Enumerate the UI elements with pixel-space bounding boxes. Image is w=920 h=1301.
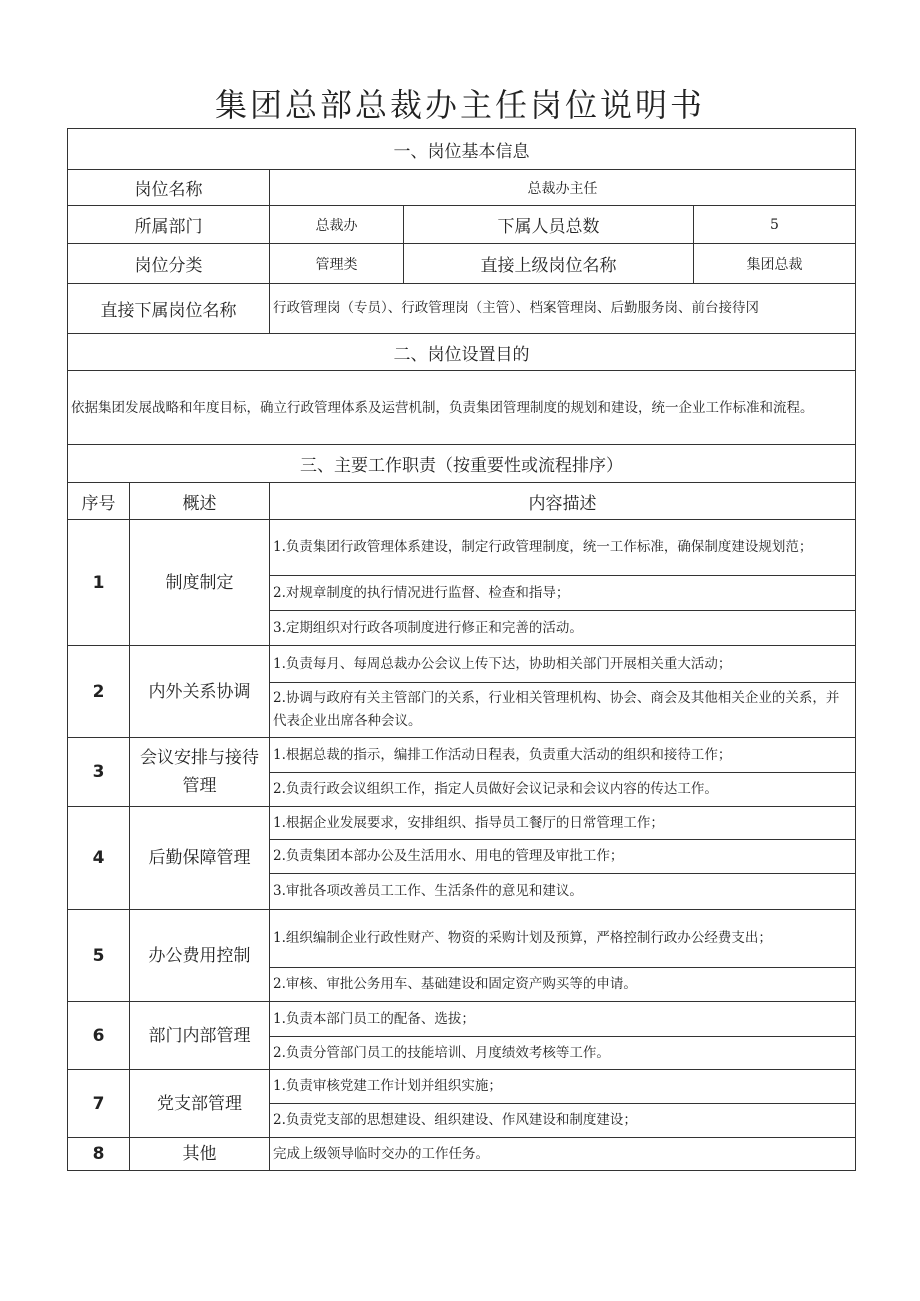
duty-overview: 其他 xyxy=(130,1138,270,1171)
position-name-label: 岗位名称 xyxy=(68,170,270,206)
position-name-value: 总裁办主任 xyxy=(270,170,856,206)
duty-number: 5 xyxy=(68,910,130,1002)
document-title: 集团总部总裁办主任岗位说明书 xyxy=(214,86,705,124)
duty-overview: 内外关系协调 xyxy=(130,646,270,738)
subordinate-count-label: 下属人员总数 xyxy=(404,206,694,244)
duty-overview: 党支部管理 xyxy=(130,1070,270,1138)
duty-item: 1.负责本部门员工的配备、选拔； xyxy=(270,1002,856,1037)
section-purpose-heading: 二、岗位设置目的 xyxy=(68,334,856,371)
duty-number: 2 xyxy=(68,646,130,738)
duty-item: 2.负责集团本部办公及生活用水、用电的管理及审批工作； xyxy=(270,840,856,874)
duty-number: 3 xyxy=(68,738,130,807)
duty-item: 2.负责行政会议组织工作，指定人员做好会议记录和会议内容的传达工作。 xyxy=(270,773,856,807)
superior-value: 集团总裁 xyxy=(694,244,856,284)
duty-item: 完成上级领导临时交办的工作任务。 xyxy=(270,1138,856,1171)
subordinates-label: 直接下属岗位名称 xyxy=(68,284,270,334)
department-label: 所属部门 xyxy=(68,206,270,244)
duty-item: 2.审核、审批公务用车、基础建设和固定资产购买等的申请。 xyxy=(270,968,856,1002)
subordinates-value: 行政管理岗（专员）、行政管理岗（主管）、档案管理岗、后勤服务岗、前台接待冈 xyxy=(270,284,856,334)
section-duties-heading: 三、主要工作职责（按重要性或流程排序） xyxy=(68,445,856,483)
col-header-description: 内容描述 xyxy=(270,483,856,520)
duty-number: 8 xyxy=(68,1138,130,1171)
duty-number: 6 xyxy=(68,1002,130,1070)
department-value: 总裁办 xyxy=(270,206,404,244)
section-basic-info-heading: 一、岗位基本信息 xyxy=(68,129,856,170)
duty-overview: 办公费用控制 xyxy=(130,910,270,1002)
superior-label: 直接上级岗位名称 xyxy=(404,244,694,284)
duty-overview: 后勤保障管理 xyxy=(130,807,270,910)
category-label: 岗位分类 xyxy=(68,244,270,284)
duty-item: 1.负责审核党建工作计划并组织实施； xyxy=(270,1070,856,1104)
duty-overview: 部门内部管理 xyxy=(130,1002,270,1070)
duty-item: 2.负责党支部的思想建设、组织建设、作风建设和制度建设； xyxy=(270,1104,856,1138)
subordinate-count-value: 5 xyxy=(694,206,856,244)
category-value: 管理类 xyxy=(270,244,404,284)
duty-item: 3.定期组织对行政各项制度进行修正和完善的活动。 xyxy=(270,611,856,646)
duty-number: 1 xyxy=(68,520,130,646)
duty-item: 3.审批各项改善员工工作、生活条件的意见和建议。 xyxy=(270,874,856,910)
col-header-no: 序号 xyxy=(68,483,130,520)
duty-overview: 会议安排与接待管理 xyxy=(130,738,270,807)
duty-item: 2.负责分管部门员工的技能培训、月度绩效考核等工作。 xyxy=(270,1037,856,1070)
col-header-overview: 概述 xyxy=(130,483,270,520)
duty-item: 2.对规章制度的执行情况进行监督、检查和指导； xyxy=(270,576,856,611)
duty-item: 1.根据企业发展要求，安排组织、指导员工餐厅的日常管理工作； xyxy=(270,807,856,840)
duty-number: 7 xyxy=(68,1070,130,1138)
purpose-text: 依据集团发展战略和年度目标，确立行政管理体系及运营机制，负责集团管理制度的规划和建设，统一企业工作标准和流程。 xyxy=(68,371,856,445)
duty-item: 1.负责集团行政管理体系建设，制定行政管理制度，统一工作标准，确保制度建设规划范； xyxy=(270,520,856,576)
duty-item: 1.组织编制企业行政性财产、物资的采购计划及预算，严格控制行政办公经费支出； xyxy=(270,910,856,968)
duty-number: 4 xyxy=(68,807,130,910)
duty-item: 2.协调与政府有关主管部门的关系，行业相关管理机构、协会、商会及其他相关企业的关系，并代表企业出席各种会议。 xyxy=(270,683,856,738)
job-description-table xyxy=(67,128,856,1171)
duty-overview: 制度制定 xyxy=(130,520,270,646)
duty-item: 1.根据总裁的指示，编排工作活动日程表，负责重大活动的组织和接待工作； xyxy=(270,738,856,773)
duty-item: 1.负责每月、每周总裁办公会议上传下达，协助相关部门开展相关重大活动； xyxy=(270,646,856,683)
